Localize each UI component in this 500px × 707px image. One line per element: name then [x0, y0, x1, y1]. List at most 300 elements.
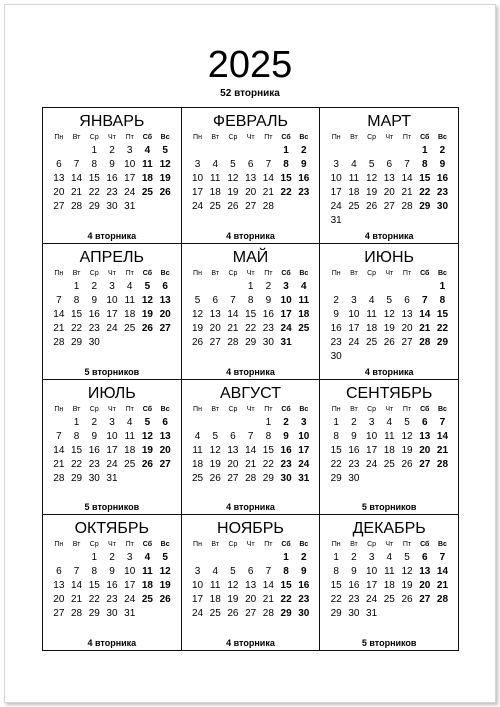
day-cell: 5 [162, 145, 168, 156]
day-cell: 20 [383, 187, 395, 198]
day-empty [224, 144, 242, 158]
day-cell: 5 [404, 416, 410, 428]
weekday-header: Вт [72, 134, 81, 141]
day-cell: 29 [436, 336, 449, 348]
day-cell: 16 [298, 580, 310, 592]
day-cell: 7 [421, 294, 428, 306]
day-cell: 27 [245, 608, 257, 620]
month-name: МАРТ [367, 113, 412, 130]
day-cell: 16 [262, 308, 274, 320]
day-cell: 4 [368, 294, 375, 306]
day-empty [363, 280, 381, 294]
day-cell: 8 [333, 430, 339, 442]
day-cell: 28 [53, 472, 65, 484]
day-cell: 15 [88, 580, 100, 592]
day-cell: 10 [280, 294, 292, 306]
day-cell: 3 [368, 416, 375, 428]
day-cell: 3 [109, 280, 115, 292]
month-days-table [327, 540, 451, 621]
weekday-header: Сб [142, 541, 153, 549]
day-cell: 24 [106, 458, 118, 470]
day-cell: 24 [124, 594, 136, 606]
day-cell: 19 [159, 580, 171, 592]
day-cell: 1 [91, 552, 98, 564]
day-empty [224, 416, 242, 430]
month-block [182, 380, 321, 516]
day-cell: 7 [56, 430, 62, 442]
day-cell: 19 [141, 308, 153, 320]
day-empty [189, 280, 207, 294]
day-cell: 30 [298, 608, 310, 620]
day-cell: 28 [419, 336, 431, 348]
day-cell: 9 [351, 566, 357, 578]
day-cell: 2 [351, 552, 357, 564]
day-cell: 12 [209, 444, 221, 456]
day-cell: 11 [142, 159, 153, 170]
day-cell: 2 [91, 416, 98, 428]
day-cell: 25 [141, 594, 153, 606]
day-cell: 26 [209, 472, 221, 484]
day-cell: 21 [419, 322, 431, 334]
day-cell: 25 [366, 336, 378, 348]
day-cell: 6 [404, 294, 410, 306]
day-empty [242, 416, 260, 430]
day-cell: 5 [386, 294, 393, 306]
month-days-table [50, 269, 174, 350]
day-cell: 29 [71, 336, 83, 348]
month-name: ЯНВАРЬ [79, 113, 145, 130]
day-cell: 7 [265, 159, 272, 170]
day-empty [380, 280, 398, 294]
weekday-header: Вт [72, 269, 81, 277]
month-tuesday-count: 4 вторника [364, 230, 414, 241]
day-cell: 18 [209, 187, 221, 198]
weekday-header: Ср [228, 541, 238, 549]
day-cell: 18 [124, 444, 136, 456]
month-days-table [189, 405, 313, 486]
day-cell: 3 [301, 416, 307, 428]
day-cell: 28 [71, 608, 83, 620]
day-cell: 23 [298, 187, 310, 198]
day-empty [206, 144, 224, 158]
day-cell: 8 [265, 430, 272, 442]
weekday-header: Пт [264, 541, 273, 549]
day-cell: 16 [88, 308, 100, 320]
day-cell: 26 [159, 594, 171, 606]
day-cell: 6 [162, 416, 168, 428]
day-cell: 22 [262, 458, 274, 470]
day-cell: 27 [209, 336, 221, 348]
day-empty [224, 280, 242, 294]
month-days-table [189, 540, 313, 621]
day-cell: 17 [106, 444, 118, 456]
day-cell: 10 [298, 430, 310, 442]
day-cell: 16 [298, 173, 310, 184]
day-cell: 17 [280, 308, 292, 320]
weekday-header: Вс [160, 134, 170, 141]
day-cell: 1 [283, 145, 289, 156]
day-cell: 5 [194, 294, 201, 306]
day-cell: 12 [191, 308, 204, 320]
day-empty [242, 144, 260, 158]
day-cell: 24 [348, 336, 360, 348]
day-cell: 28 [436, 594, 449, 606]
weekday-header: Вт [72, 541, 81, 549]
day-cell: 27 [159, 458, 171, 470]
day-cell: 14 [436, 566, 449, 578]
weekday-header: Чт [108, 541, 116, 549]
day-cell: 16 [436, 173, 449, 184]
day-cell: 7 [247, 430, 254, 442]
day-cell: 9 [301, 566, 307, 578]
day-cell: 4 [212, 566, 218, 578]
day-cell: 6 [56, 159, 62, 170]
day-cell: 8 [91, 159, 98, 170]
weekday-header: Вт [350, 134, 358, 141]
day-empty [189, 551, 207, 565]
day-cell: 11 [142, 566, 153, 578]
day-cell: 26 [159, 187, 171, 198]
day-cell: 13 [53, 173, 65, 184]
day-cell: 2 [91, 280, 98, 292]
weekday-header: Сб [420, 541, 430, 549]
month-days-table [50, 540, 174, 621]
weekday-header: Сб [142, 269, 153, 277]
weekday-header: Пт [125, 134, 134, 141]
weekday-header: Пн [54, 134, 64, 141]
day-cell: 7 [265, 566, 272, 578]
day-cell: 12 [401, 566, 413, 578]
day-cell: 21 [71, 594, 83, 606]
weekday-header: Пн [193, 541, 202, 549]
day-cell: 17 [366, 444, 378, 456]
day-cell: 19 [401, 444, 413, 456]
day-cell: 21 [262, 187, 274, 198]
day-cell: 20 [245, 187, 257, 198]
day-cell: 12 [401, 430, 413, 442]
day-cell: 13 [245, 173, 257, 184]
weekday-header: Ср [367, 541, 377, 549]
day-cell: 30 [348, 608, 360, 620]
day-cell: 2 [109, 552, 115, 564]
day-cell: 30 [88, 472, 100, 484]
day-empty [242, 551, 260, 565]
day-cell: 25 [124, 322, 136, 334]
day-cell: 24 [280, 322, 292, 334]
day-cell: 27 [419, 458, 431, 470]
day-cell: 9 [333, 308, 339, 320]
day-cell: 2 [301, 145, 307, 156]
day-cell: 31 [106, 472, 118, 484]
day-cell: 20 [245, 594, 257, 606]
day-cell: 4 [194, 430, 201, 442]
day-empty [206, 280, 224, 294]
day-cell: 1 [283, 552, 289, 564]
day-empty [68, 551, 86, 565]
weekday-header: Вс [437, 269, 447, 277]
day-cell: 13 [209, 308, 221, 320]
weekday-header: Пн [193, 405, 202, 413]
day-cell: 13 [383, 173, 395, 184]
day-cell: 23 [348, 458, 360, 470]
day-cell: 4 [144, 552, 151, 564]
month-name: ИЮЛЬ [87, 384, 136, 402]
day-cell: 23 [436, 187, 449, 198]
month-days-table [327, 133, 451, 228]
day-cell: 17 [348, 322, 360, 334]
day-cell: 19 [141, 444, 153, 456]
weekday-header: Пт [264, 134, 273, 141]
day-cell: 24 [124, 187, 136, 198]
weekday-header: Вс [299, 541, 309, 549]
day-cell: 10 [124, 159, 136, 170]
day-empty [345, 280, 363, 294]
weekday-header: Вс [160, 405, 170, 413]
day-cell: 7 [404, 159, 410, 170]
day-cell: 15 [71, 308, 83, 320]
day-cell: 6 [56, 566, 62, 578]
weekday-header: Пн [193, 269, 202, 277]
day-cell: 23 [88, 322, 100, 334]
day-cell: 29 [88, 608, 100, 620]
day-cell: 16 [88, 444, 100, 456]
day-cell: 29 [330, 608, 342, 620]
day-cell: 4 [126, 280, 133, 292]
month-name: ДЕКАБРЬ [352, 520, 426, 538]
day-cell: 28 [71, 201, 83, 212]
day-cell: 13 [245, 580, 257, 592]
day-cell: 24 [366, 458, 378, 470]
day-empty [380, 144, 398, 158]
day-cell: 11 [124, 430, 135, 442]
day-cell: 10 [366, 430, 378, 442]
weekday-header: Пт [125, 269, 134, 277]
weekday-header: Ср [367, 269, 377, 277]
day-cell: 2 [301, 552, 307, 564]
day-cell: 24 [191, 201, 204, 212]
day-cell: 4 [386, 416, 393, 428]
day-cell: 28 [262, 201, 274, 212]
day-empty [398, 144, 416, 158]
day-cell: 5 [230, 159, 236, 170]
weekday-header: Вс [299, 405, 309, 413]
day-cell: 3 [194, 159, 201, 170]
weekday-header: Чт [246, 405, 255, 413]
day-cell: 6 [421, 552, 428, 564]
weekday-header: Пт [125, 405, 134, 413]
day-cell: 13 [159, 294, 171, 306]
day-cell: 11 [366, 308, 377, 320]
day-cell: 30 [330, 350, 342, 362]
month-days-table [327, 405, 451, 486]
day-cell: 29 [280, 608, 292, 620]
day-cell: 25 [209, 608, 221, 620]
month-days-table [189, 133, 313, 214]
day-cell: 3 [194, 566, 201, 578]
day-cell: 29 [245, 336, 257, 348]
day-cell: 14 [262, 580, 274, 592]
day-cell: 26 [141, 322, 153, 334]
day-cell: 19 [227, 187, 239, 198]
day-cell: 25 [383, 458, 395, 470]
month-block [320, 108, 459, 244]
day-cell: 24 [191, 608, 204, 620]
day-cell: 27 [383, 201, 395, 212]
day-cell: 1 [91, 145, 98, 156]
day-cell: 5 [162, 552, 168, 564]
weekday-header: Сб [142, 405, 153, 413]
day-cell: 31 [280, 336, 292, 348]
day-cell: 17 [366, 580, 378, 592]
day-cell: 7 [230, 294, 236, 306]
day-cell: 9 [439, 159, 446, 170]
day-cell: 5 [404, 552, 410, 564]
weekday-header: Вс [437, 405, 447, 413]
day-cell: 5 [212, 430, 218, 442]
month-block [43, 108, 182, 244]
day-cell: 9 [301, 159, 307, 170]
day-cell: 16 [348, 580, 360, 592]
day-cell: 6 [421, 416, 428, 428]
weekday-header: Ср [228, 405, 238, 413]
day-cell: 6 [230, 430, 236, 442]
day-cell: 19 [366, 187, 378, 198]
day-cell: 17 [191, 594, 204, 606]
month-block [182, 515, 321, 651]
month-tuesday-count: 4 вторника [226, 502, 275, 513]
day-cell: 10 [191, 580, 204, 592]
weekday-header: Сб [420, 134, 430, 141]
day-cell: 18 [383, 444, 395, 456]
day-cell: 20 [401, 322, 413, 334]
day-cell: 7 [439, 416, 446, 428]
day-cell: 22 [71, 458, 83, 470]
weekday-header: Сб [420, 269, 430, 277]
day-cell: 1 [333, 416, 339, 428]
day-cell: 10 [191, 173, 204, 184]
day-cell: 22 [419, 187, 431, 198]
day-cell: 25 [348, 201, 360, 212]
day-cell: 22 [330, 594, 342, 606]
weekday-header: Пт [402, 405, 412, 413]
month-name: ФЕВРАЛЬ [212, 113, 289, 130]
day-cell: 9 [109, 566, 115, 578]
day-cell: 6 [247, 159, 254, 170]
day-cell: 3 [351, 294, 357, 306]
day-empty [68, 144, 86, 158]
day-cell: 15 [88, 173, 100, 184]
day-cell: 23 [106, 187, 118, 198]
day-cell: 2 [265, 280, 272, 292]
day-cell: 10 [124, 566, 136, 578]
day-cell: 12 [159, 159, 171, 170]
day-cell: 30 [88, 336, 100, 348]
weekday-header: Сб [281, 541, 291, 549]
day-cell: 17 [124, 580, 136, 592]
day-cell: 11 [384, 566, 395, 578]
day-cell: 30 [106, 608, 118, 620]
day-cell: 8 [73, 294, 80, 306]
day-empty [50, 280, 68, 294]
day-cell: 14 [401, 173, 413, 184]
month-block [182, 108, 321, 244]
weekday-header: Пн [331, 134, 341, 141]
day-cell: 22 [280, 594, 292, 606]
day-empty [398, 280, 416, 294]
month-block [320, 380, 459, 516]
day-cell: 23 [298, 594, 310, 606]
day-cell: 15 [419, 173, 431, 184]
day-cell: 14 [71, 580, 83, 592]
day-cell: 19 [209, 458, 221, 470]
day-cell: 1 [333, 552, 339, 564]
day-cell: 14 [71, 173, 83, 184]
day-cell: 9 [351, 430, 357, 442]
day-cell: 12 [227, 580, 239, 592]
day-cell: 2 [351, 416, 357, 428]
day-cell: 20 [159, 308, 171, 320]
day-cell: 30 [280, 472, 292, 484]
weekday-header: Ср [89, 269, 99, 277]
day-empty [416, 280, 434, 294]
day-cell: 13 [401, 308, 413, 320]
weekday-header: Вс [437, 541, 447, 549]
weekday-header: Ср [228, 269, 238, 277]
day-cell: 5 [144, 280, 151, 292]
day-cell: 27 [227, 472, 239, 484]
day-cell: 23 [106, 594, 118, 606]
day-cell: 27 [419, 594, 431, 606]
weekday-header: Пн [54, 541, 64, 549]
weekday-header: Ср [228, 134, 238, 141]
month-name: ОКТЯБРЬ [74, 520, 150, 538]
day-cell: 16 [106, 173, 118, 184]
day-cell: 4 [351, 159, 357, 170]
weekday-header: Вс [160, 541, 170, 549]
calendar-grid [42, 107, 459, 651]
day-cell: 22 [330, 458, 342, 470]
day-cell: 27 [401, 336, 413, 348]
day-cell: 26 [383, 336, 395, 348]
day-cell: 26 [401, 594, 413, 606]
day-cell: 6 [212, 294, 218, 306]
day-cell: 11 [210, 580, 221, 592]
day-cell: 20 [159, 444, 171, 456]
day-cell: 16 [106, 580, 118, 592]
month-block [320, 515, 459, 651]
day-cell: 20 [419, 580, 431, 592]
day-cell: 19 [191, 322, 204, 334]
day-cell: 21 [401, 187, 413, 198]
day-cell: 19 [401, 580, 413, 592]
day-cell: 3 [109, 416, 115, 428]
day-cell: 2 [333, 294, 339, 306]
year-subtitle: 52 вторника [220, 88, 280, 99]
day-cell: 8 [91, 566, 98, 578]
day-cell: 1 [439, 280, 446, 292]
day-cell: 30 [436, 201, 449, 212]
day-empty [260, 144, 278, 158]
day-cell: 11 [124, 294, 135, 306]
day-empty [260, 551, 278, 565]
weekday-header: Пн [54, 269, 64, 277]
day-cell: 18 [191, 458, 204, 470]
month-tuesday-count: 4 вторника [87, 230, 137, 241]
day-cell: 17 [124, 173, 136, 184]
weekday-header: Пт [402, 269, 412, 277]
month-block [320, 244, 459, 380]
day-empty [327, 144, 345, 158]
